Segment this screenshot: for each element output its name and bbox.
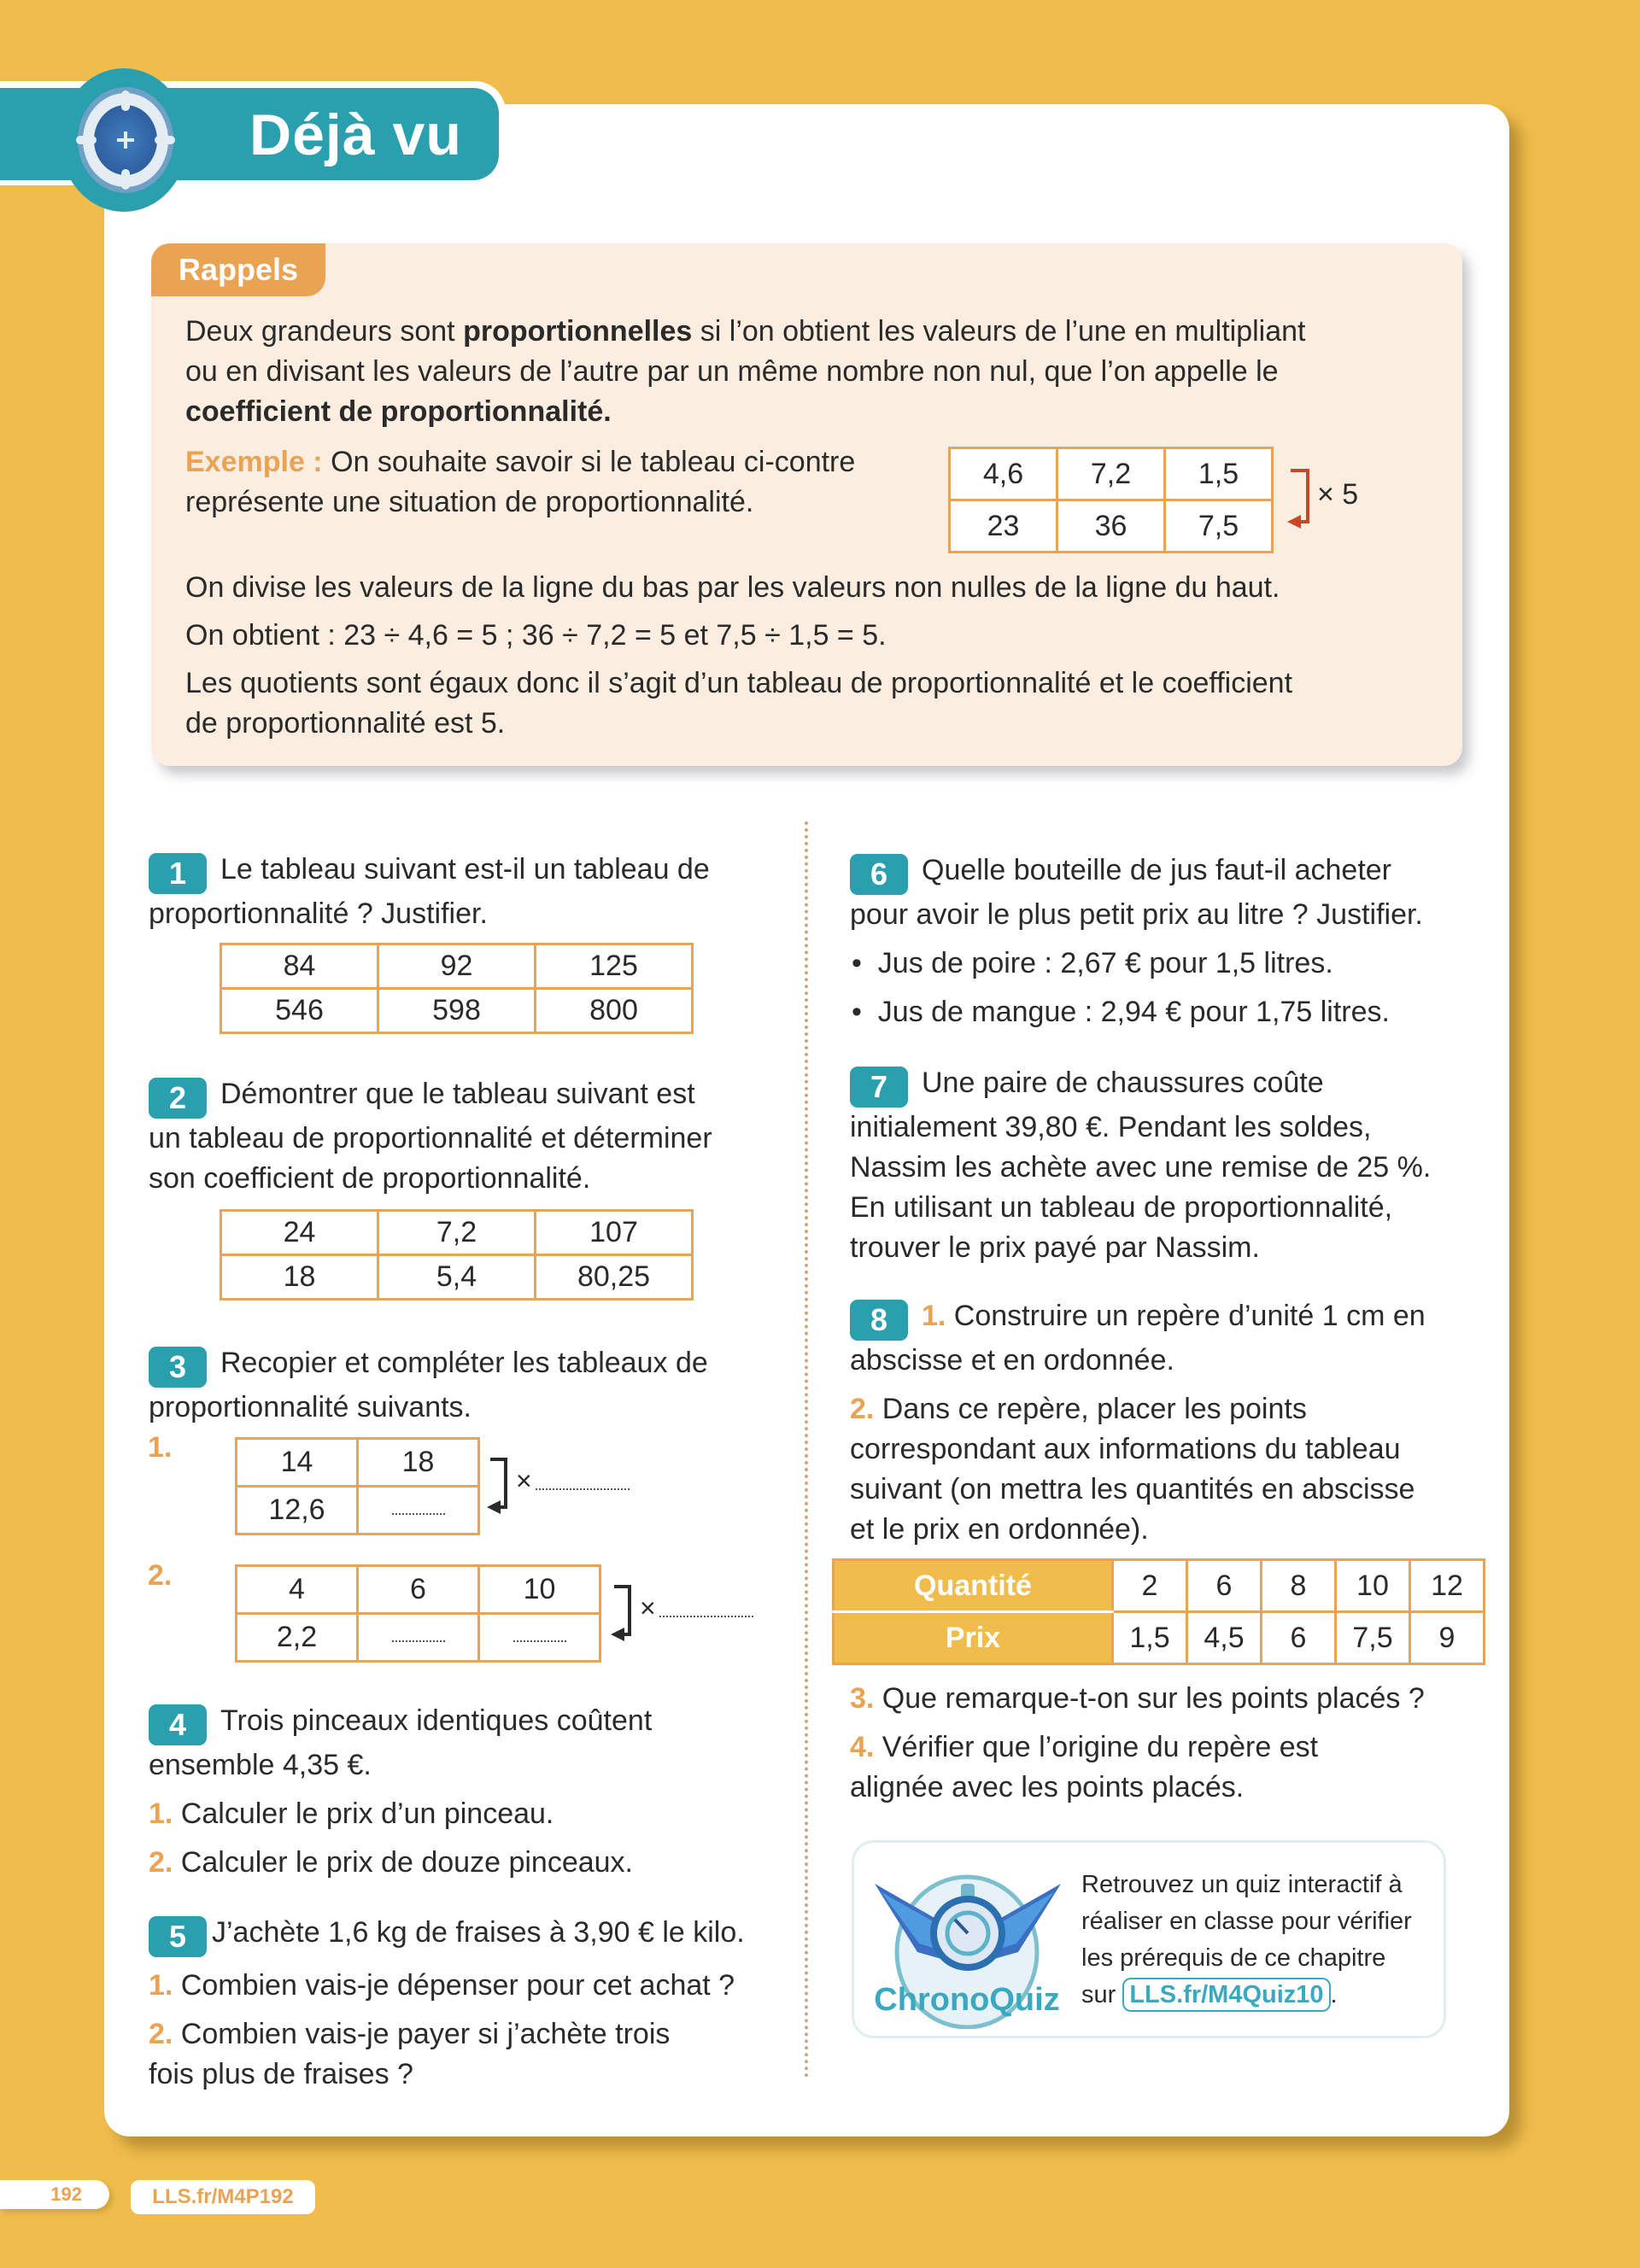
table-cell: 24 — [221, 1211, 378, 1255]
table-cell: 10 — [479, 1566, 600, 1614]
exercise-3-table-2 — [235, 1564, 601, 1663]
question-text: Que remarque-t-on sur les points placés ? — [874, 1682, 1425, 1715]
exercise-number-badge: 6 — [850, 854, 908, 895]
explanation-line-2: On obtient : 23 ÷ 4,6 = 5 ; 36 ÷ 7,2 = 5 et 7,5 ÷ 1,5 = 5. — [185, 619, 887, 652]
exercise-text: En utilisant un tableau de proportionnalité, — [850, 1191, 1393, 1224]
question-text: et le prix en ordonnée). — [850, 1513, 1149, 1546]
table-row — [237, 1439, 479, 1487]
definition-term: proportionnelles — [463, 315, 693, 348]
table-cell: 18 — [221, 1255, 378, 1300]
exercise-number-badge: 1 — [149, 853, 207, 894]
table-row — [834, 1560, 1485, 1612]
definition-line-2: ou en divisant les valeurs de l’autre par un même nombre non nul, que l’on appelle le — [185, 355, 1279, 388]
table-cell: 84 — [221, 944, 378, 989]
question-number: 1. — [149, 1969, 173, 2002]
question-text: abscisse et en ordonnée. — [850, 1344, 1174, 1377]
exercise-number-badge: 5 — [149, 1916, 207, 1957]
blank-dots — [392, 1508, 445, 1515]
exercise-text: Le tableau suivant est-il un tableau de — [220, 853, 710, 886]
question-number: 3. — [850, 1682, 875, 1715]
table-row — [950, 500, 1273, 552]
table-cell: 6 — [1262, 1612, 1336, 1664]
table-row — [834, 1612, 1485, 1664]
table-cell: 7,2 — [378, 1211, 536, 1255]
table-cell: 7,2 — [1057, 448, 1165, 500]
exercise-4 — [149, 1701, 781, 1883]
exercise-text: Quelle bouteille de jus faut-il acheter — [922, 854, 1391, 886]
chronoquiz-link-line — [1081, 1977, 1440, 2014]
table-cell: 12 — [1410, 1560, 1485, 1612]
blank-dots — [536, 1487, 630, 1490]
exercise-8-continued — [850, 1679, 1499, 1808]
table-cell: 5,4 — [378, 1255, 536, 1300]
table-cell: 23 — [950, 500, 1057, 552]
list-item: • Jus de poire : 2,67 € pour 1,5 litres. — [852, 947, 1333, 979]
definition-line-1 — [185, 312, 1306, 352]
exercise-2-table — [220, 1209, 694, 1301]
exercise-text: trouver le prix payé par Nassim. — [850, 1231, 1260, 1264]
page-number: 192 — [0, 2180, 109, 2209]
table-row — [237, 1487, 479, 1534]
question-number: 2. — [149, 2018, 173, 2050]
table-cell: 10 — [1336, 1560, 1410, 1612]
blank-dots — [659, 1614, 753, 1617]
multiply-factor: × 5 — [1317, 478, 1359, 511]
table-cell: 4 — [237, 1566, 358, 1614]
exercise-text: Une paire de chaussures coûte — [922, 1067, 1324, 1099]
multiply-factor-blank[interactable] — [516, 1465, 630, 1497]
exercise-text: ensemble 4,35 €. — [149, 1749, 372, 1781]
exercise-1 — [149, 850, 781, 934]
question-text: suivant (on mettra les quantités en abscisse — [850, 1473, 1415, 1505]
blank-cell[interactable] — [479, 1614, 600, 1662]
table-row — [221, 1211, 693, 1255]
table-cell: 598 — [378, 989, 536, 1033]
blank-cell[interactable] — [358, 1487, 479, 1534]
chronoquiz-text: réaliser en classe pour vérifier — [1081, 1908, 1412, 1935]
exercise-2 — [149, 1074, 781, 1199]
table-cell: 1,5 — [1113, 1612, 1187, 1664]
column-separator — [805, 821, 808, 2078]
exercise-text: Trois pinceaux identiques coûtent — [220, 1704, 653, 1737]
table-cell: 92 — [378, 944, 536, 989]
times-symbol: × — [640, 1593, 656, 1623]
page-link[interactable]: LLS.fr/M4P192 — [131, 2180, 315, 2214]
list-item: • Jus de mangue : 2,94 € pour 1,75 litres. — [852, 996, 1390, 1028]
target-crosshair-icon — [60, 68, 188, 212]
chronoquiz-text: Retrouvez un quiz interactif à — [1081, 1871, 1403, 1898]
table-cell: 7,5 — [1336, 1612, 1410, 1664]
question-text: fois plus de fraises ? — [149, 2058, 413, 2090]
table-cell: 36 — [1057, 500, 1165, 552]
multiply-arrow-icon — [611, 1583, 641, 1643]
table-cell: 80,25 — [536, 1255, 693, 1300]
exercise-number-badge: 3 — [149, 1347, 207, 1388]
exercise-text: initialement 39,80 €. Pendant les soldes, — [850, 1111, 1372, 1143]
chronoquiz-text: sur — [1081, 1981, 1123, 2008]
table-cell: 8 — [1262, 1560, 1336, 1612]
table-cell: 9 — [1410, 1612, 1485, 1664]
question-text: Combien vais-je dépenser pour cet achat ? — [173, 1969, 735, 2002]
chronoquiz-logo-icon — [866, 1858, 1071, 2029]
exercise-text: Recopier et compléter les tableaux de — [220, 1347, 708, 1379]
exercise-3-table-1 — [235, 1437, 480, 1535]
table-cell: 2,2 — [237, 1614, 358, 1662]
part-label: 2. — [148, 1559, 173, 1592]
table-cell: 14 — [237, 1439, 358, 1487]
question-number: 1. — [149, 1797, 173, 1830]
question-number: 2. — [850, 1393, 875, 1425]
multiply-factor-blank[interactable] — [640, 1593, 753, 1624]
blank-dots — [513, 1635, 566, 1642]
rappels-box — [151, 243, 1462, 766]
table-cell: 2 — [1113, 1560, 1187, 1612]
list-item-text: Jus de mangue : 2,94 € pour 1,75 litres. — [877, 996, 1390, 1028]
exercise-number-badge: 8 — [850, 1300, 908, 1341]
chronoquiz-logo-text: ChronoQuiz — [874, 1982, 1060, 2018]
example-text: On souhaite savoir si le tableau ci-contre — [322, 446, 856, 478]
definition-text: si l’on obtient les valeurs de l’une en multipliant — [692, 315, 1306, 348]
table-cell: 18 — [358, 1439, 479, 1487]
explanation-line-4: de proportionnalité est 5. — [185, 707, 506, 739]
question-text: alignée avec les points placés. — [850, 1771, 1245, 1803]
table-cell: 1,5 — [1165, 448, 1273, 500]
question-text: correspondant aux informations du tableau — [850, 1433, 1401, 1465]
exercise-text: proportionnalité ? Justifier. — [149, 897, 488, 930]
exercise-5 — [149, 1913, 781, 2095]
question-text: Construire un repère d’unité 1 cm en — [946, 1300, 1426, 1332]
part-label: 1. — [148, 1431, 173, 1464]
multiply-arrow-icon — [487, 1456, 518, 1516]
definition-term: coefficient de proportionnalité. — [185, 395, 612, 428]
exercise-7 — [850, 1063, 1482, 1268]
exercise-text: J’achète 1,6 kg de fraises à 3,90 € le kilo. — [212, 1916, 745, 1949]
exercise-text: Nassim les achète avec une remise de 25 %. — [850, 1151, 1432, 1184]
table-cell: 125 — [536, 944, 693, 989]
table-row — [950, 448, 1273, 500]
question-text: Calculer le prix d’un pinceau. — [173, 1797, 554, 1830]
example-line-2: représente une situation de proportionnalité. — [185, 486, 754, 518]
exercise-6 — [850, 850, 1482, 1032]
question-text: Calculer le prix de douze pinceaux. — [173, 1846, 633, 1879]
table-cell: 6 — [358, 1566, 479, 1614]
question-number: 1. — [922, 1300, 946, 1332]
table-row — [221, 1255, 693, 1300]
table-cell: 800 — [536, 989, 693, 1033]
table-row — [237, 1614, 600, 1662]
exercise-text: proportionnalité suivants. — [149, 1391, 472, 1423]
table-row — [221, 989, 693, 1033]
question-text: Vérifier que l’origine du repère est — [874, 1731, 1319, 1763]
example-label: Exemple : — [185, 446, 323, 478]
exercise-text: un tableau de proportionnalité et déterminer — [149, 1122, 712, 1154]
exercise-number-badge: 2 — [149, 1078, 207, 1119]
exercise-1-table — [220, 943, 694, 1034]
table-cell: 4,6 — [950, 448, 1057, 500]
exercise-text: pour avoir le plus petit prix au litre ? Justifier. — [850, 898, 1423, 931]
table-cell: 4,5 — [1187, 1612, 1262, 1664]
rappels-tab: Rappels — [151, 243, 325, 296]
chronoquiz-description — [1081, 1867, 1440, 2014]
quantity-price-table — [832, 1558, 1485, 1665]
example-table — [948, 447, 1274, 553]
definition-line-3 — [185, 392, 612, 432]
exercise-3 — [149, 1343, 781, 1428]
table-cell: 12,6 — [237, 1487, 358, 1534]
page-title: Déjà vu — [249, 102, 462, 167]
row-header: Quantité — [834, 1560, 1113, 1612]
table-row — [221, 944, 693, 989]
chronoquiz-box — [852, 1840, 1446, 2038]
row-header: Prix — [834, 1612, 1113, 1664]
exercise-text: son coefficient de proportionnalité. — [149, 1162, 591, 1195]
table-cell: 107 — [536, 1211, 693, 1255]
exercise-number-badge: 4 — [149, 1704, 207, 1745]
question-number: 2. — [149, 1846, 173, 1879]
blank-dots — [392, 1635, 445, 1642]
table-cell: 6 — [1187, 1560, 1262, 1612]
exercise-8 — [850, 1296, 1499, 1550]
exercise-number-badge: 7 — [850, 1067, 908, 1108]
question-number: 4. — [850, 1731, 875, 1763]
chronoquiz-text: les prérequis de ce chapitre — [1081, 1944, 1386, 1972]
question-text: Combien vais-je payer si j’achète trois — [173, 2018, 671, 2050]
chronoquiz-link[interactable]: LLS.fr/M4Quiz10 — [1122, 1978, 1330, 2012]
question-text: Dans ce repère, placer les points — [874, 1393, 1307, 1425]
definition-text: Deux grandeurs sont — [185, 315, 464, 348]
times-symbol: × — [516, 1465, 532, 1496]
example-line-1 — [185, 442, 855, 482]
table-cell: 546 — [221, 989, 378, 1033]
multiply-arrow-icon — [1287, 467, 1321, 535]
list-item-text: Jus de poire : 2,67 € pour 1,5 litres. — [877, 947, 1333, 979]
table-cell: 7,5 — [1165, 500, 1273, 552]
blank-cell[interactable] — [358, 1614, 479, 1662]
explanation-line-3: Les quotients sont égaux donc il s’agit d’un tableau de proportionnalité et le coefficient — [185, 667, 1293, 699]
explanation-line-1: On divise les valeurs de la ligne du bas par les valeurs non nulles de la ligne du haut. — [185, 571, 1280, 604]
exercise-text: Démontrer que le tableau suivant est — [220, 1078, 695, 1110]
chronoquiz-text: . — [1330, 1981, 1338, 2008]
table-row — [237, 1566, 600, 1614]
